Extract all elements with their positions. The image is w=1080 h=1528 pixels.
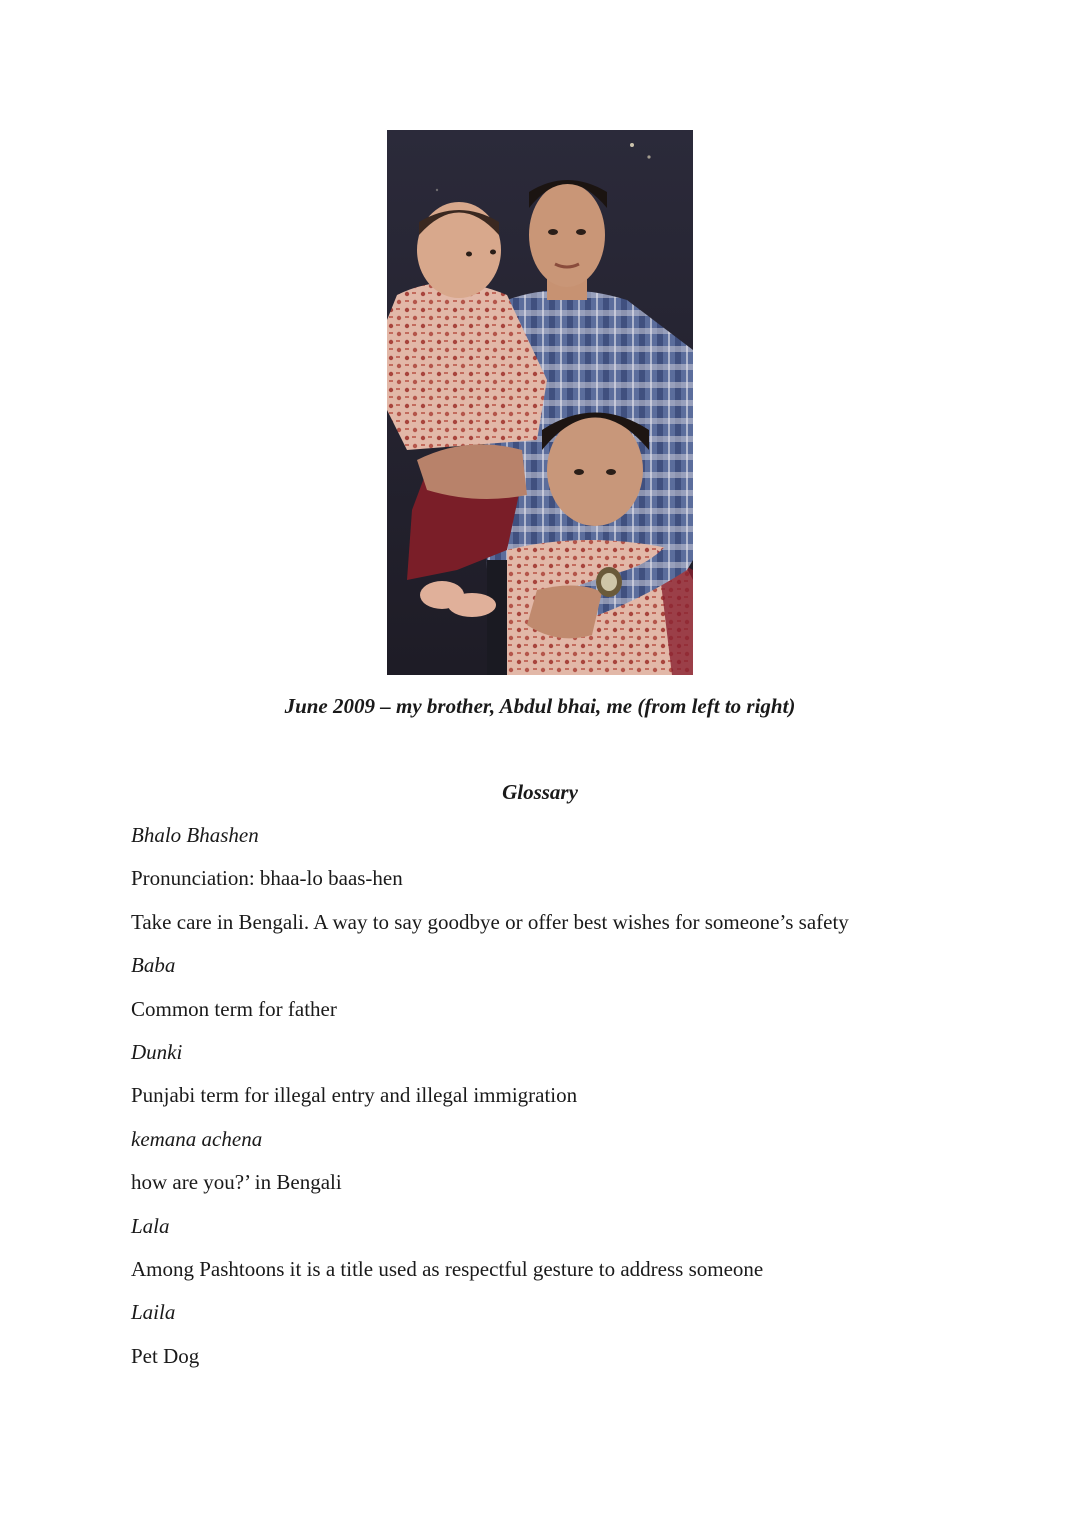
glossary-definition: Pet Dog — [131, 1343, 200, 1368]
glossary-definition: how are you?’ in Bengali — [131, 1170, 342, 1195]
glossary-term: Bhalo Bhashen — [131, 823, 259, 847]
glossary-definition: Take care in Bengali. A way to say goodbye or offer best wishes for someone’s safety — [131, 909, 849, 934]
glossary-list — [131, 821, 991, 1385]
glossary-term: Dunki — [131, 1039, 183, 1064]
glossary-term: Laila — [131, 1300, 176, 1325]
glossary-definition: Common term for father — [131, 996, 337, 1021]
glossary-definition: Among Pashtoons it is a title used as respectful gesture to address someone — [131, 1256, 764, 1281]
glossary-term: Baba — [131, 953, 176, 978]
photo-caption: June 2009 – my brother, Abdul bhai, me (from left to right) — [284, 694, 796, 718]
glossary-title: Glossary — [502, 780, 578, 804]
glossary-term: Lala — [131, 1213, 170, 1238]
family-photo — [387, 130, 693, 675]
glossary-term: kemana achena — [131, 1126, 263, 1151]
glossary-definition: Punjabi term for illegal entry and illegal immigration — [131, 1083, 578, 1108]
glossary-definition: Pronunciation: bhaa-lo baas-hen — [131, 866, 403, 891]
